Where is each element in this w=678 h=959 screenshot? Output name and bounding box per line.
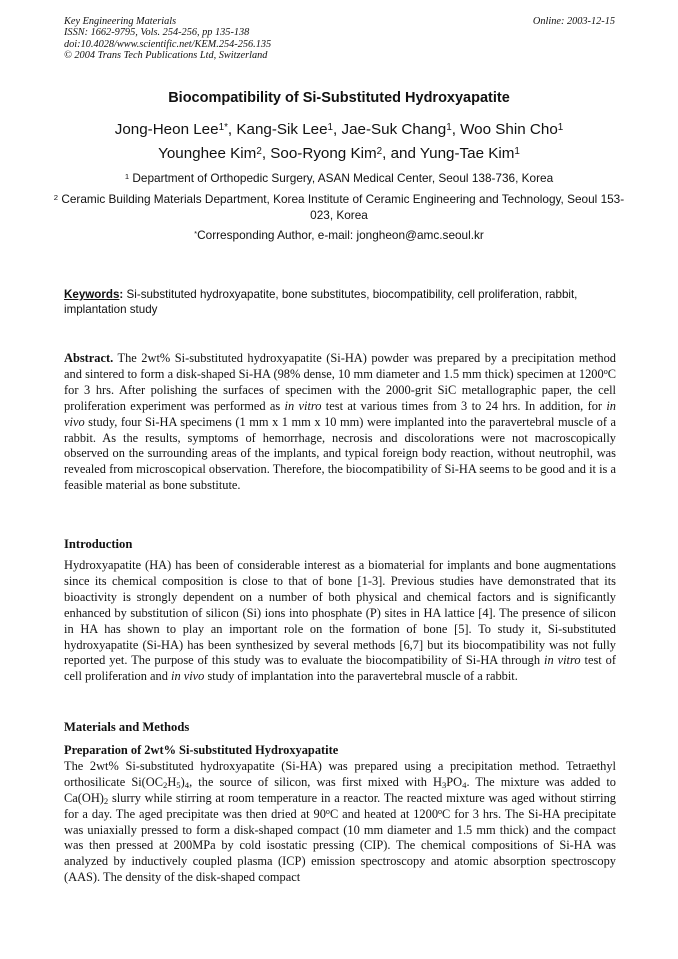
degree-mark: o (603, 367, 608, 377)
methods-para: ) (180, 774, 185, 789)
keywords (64, 287, 616, 317)
subscript: 2 (103, 796, 109, 807)
affil-mark: 2 (53, 192, 59, 202)
corresponding-author (50, 227, 628, 243)
methods-para: C and heated at 1200 (329, 806, 439, 821)
doi-line: doi:10.4028/www.scientific.net/KEM.254-256.135 (64, 38, 272, 50)
methods-subheading: Preparation of 2wt% Si-substituted Hydroxyapatite (64, 743, 339, 757)
abstract-text: The 2wt% Si-substituted hydroxyapatite (Si-HA) powder was prepared by a precipitation method and sintered to form a disk-shaped Si-HA (98% dense, 10 mm diameter and 1.5 mm thick) specimen at 1200 (64, 351, 616, 381)
author-affil-mark: 1 (557, 121, 564, 133)
affil-mark: 1 (124, 171, 130, 181)
abstract-italic: in vivo (64, 398, 616, 429)
methods-para: . The mixture was added to Ca(OH) (64, 774, 616, 805)
affil-text: Department of Orthopedic Surgery, ASAN Medical Center, Seoul 138-736, Korea (129, 171, 554, 185)
introduction-heading: Introduction (64, 537, 133, 551)
subscript: 2 (163, 780, 168, 791)
intro-text: test of cell proliferation and (64, 653, 616, 684)
abstract-text: test at various times from 3 to 24 hrs. In addition, for (321, 398, 607, 413)
methods-para: PO (446, 774, 463, 789)
intro-text: Hydroxyapatite (HA) has been of considerable interest as a biomaterial for implants and bone augmentations since its chemical composition is close to that of bone [1-3]. Previous studies have demonstrated that its bioactivity is strongly dependent on a number of both physical and chemical factors and is significantly enhanced by substitution of silicon (Si) ions into phosphate (P) sites in HA lattice [4]. The presence of silicon in HA has shown to play an important role on the formation of bone [5]. To study it, Si-substituted hydroxyapatite (Si-HA) has been synthesized by several methods [6,7] but its biocompatibility was not fully reported yet. The purpose of this study was to evaluate the biocompatibility of Si-HA through (64, 558, 616, 668)
abstract-text: study, four Si-HA specimens (1 mm x 1 mm x 10 mm) were implanted into the paravertebral muscle of a rabbit. As the results, symptoms of hemorrhage, necrosis and discolorations were not macroscopically observed on the surrounding areas of the implants, and typical foreign body reaction, without neutrophil, was revealed from microscopical observation. Therefore, the biocompatibility of Si-HA seems to be good and it is a feasible material as bone substitute. (64, 414, 616, 493)
affiliation-1 (50, 170, 628, 186)
author-name: Jong-Heon Lee (114, 121, 219, 138)
journal-header (64, 16, 271, 61)
keywords-text: Si-substituted hydroxyapatite, bone substitutes, biocompatibility, cell proliferation, rabbit, implantation study (64, 288, 578, 316)
methods-para: H (167, 774, 177, 789)
author-name: Younghee Kim (158, 145, 257, 162)
methods-para: slurry while stirring at room temperature in a reactor. The reacted mixture was aged without stirring for a day. The aged precipitate was then dried at 90 (64, 790, 616, 821)
affil-text: Ceramic Building Materials Department, Korea Institute of Ceramic Engineering and Technology, Seoul 153-023, Korea (58, 192, 625, 222)
keywords-label: Keywords (64, 288, 120, 301)
abstract (64, 351, 616, 494)
subscript: 5 (176, 780, 181, 791)
author-list (0, 118, 678, 166)
online-date: Online: 2003-12-15 (532, 16, 615, 27)
author-name: , Jae-Suk Chang (333, 121, 447, 138)
subscript: 4 (184, 780, 190, 791)
introduction-text (64, 558, 616, 685)
intro-italic: in vitro (544, 653, 581, 668)
issn-line: ISSN: 1662-9795, Vols. 254-256, pp 135-138 (64, 27, 250, 39)
author-affil-mark: 1 (327, 121, 334, 133)
methods-para: C for 3 hrs. The Si-HA precipitate was uniaxially pressed to form a disk-shaped compact (10 mm diameter and 1.5 mm thick) and the compact was then pressed at 200MPa by cold isostatic pressing (CIP). The chemical compositions of Si-HA was analyzed by inductively coupled plasma (ICP) emission spectroscopy and atomic absorption spectroscopy (AAS). The density of the disk-shaped compact (64, 806, 616, 885)
author-affil-mark: 2 (376, 145, 383, 157)
abstract-label: Abstract. (64, 351, 114, 365)
methods-text (64, 743, 616, 886)
author-line-2 (0, 142, 678, 166)
affiliation-2 (50, 191, 628, 223)
paper-title: Biocompatibility of Si-Substituted Hydroxyapatite (168, 90, 510, 106)
journal-name: Key Engineering Materials (64, 16, 177, 27)
degree-mark: o (438, 807, 443, 816)
degree-mark: o (325, 807, 330, 816)
subscript: 3 (441, 780, 447, 791)
author-name: , Kang-Sik Lee (227, 121, 328, 138)
copyright-line: © 2004 Trans Tech Publications Ltd, Switzerland (64, 49, 268, 61)
abstract-text: C for 3 hrs. After polishing the surfaces of specimen with the 2000-grit SiC metallographic paper, the cell proliferation experiment was performed as (64, 366, 616, 413)
author-affil-mark: 2 (256, 145, 262, 157)
keywords-colon: : (119, 288, 124, 301)
author-affil-mark: 1* (218, 121, 228, 133)
author-affil-mark: 1 (446, 121, 452, 133)
methods-para: , the source of silicon, was first mixed with H (189, 774, 442, 789)
author-name: , Soo-Ryong Kim (261, 145, 377, 162)
corr-text: Corresponding Author, e-mail: jongheon@amc.seoul.kr (197, 228, 484, 242)
author-name: , Woo Shin Cho (451, 121, 558, 138)
abstract-italic: in vitro (284, 398, 322, 413)
author-name: , and Yung-Tae Kim (382, 145, 515, 162)
author-affil-mark: 1 (514, 145, 520, 157)
subscript: 4 (462, 780, 467, 791)
methods-heading: Materials and Methods (64, 720, 190, 734)
intro-text: study of implantation into the paravertebral muscle of a rabbit. (204, 669, 518, 684)
author-line-1 (0, 118, 678, 142)
intro-italic: in vivo (171, 669, 205, 684)
corr-mark: * (194, 228, 198, 238)
methods-para: The 2wt% Si-substituted hydroxyapatite (Si-HA) was prepared using a precipitation method. Tetraethyl orthosilicate Si(OC (64, 758, 616, 789)
